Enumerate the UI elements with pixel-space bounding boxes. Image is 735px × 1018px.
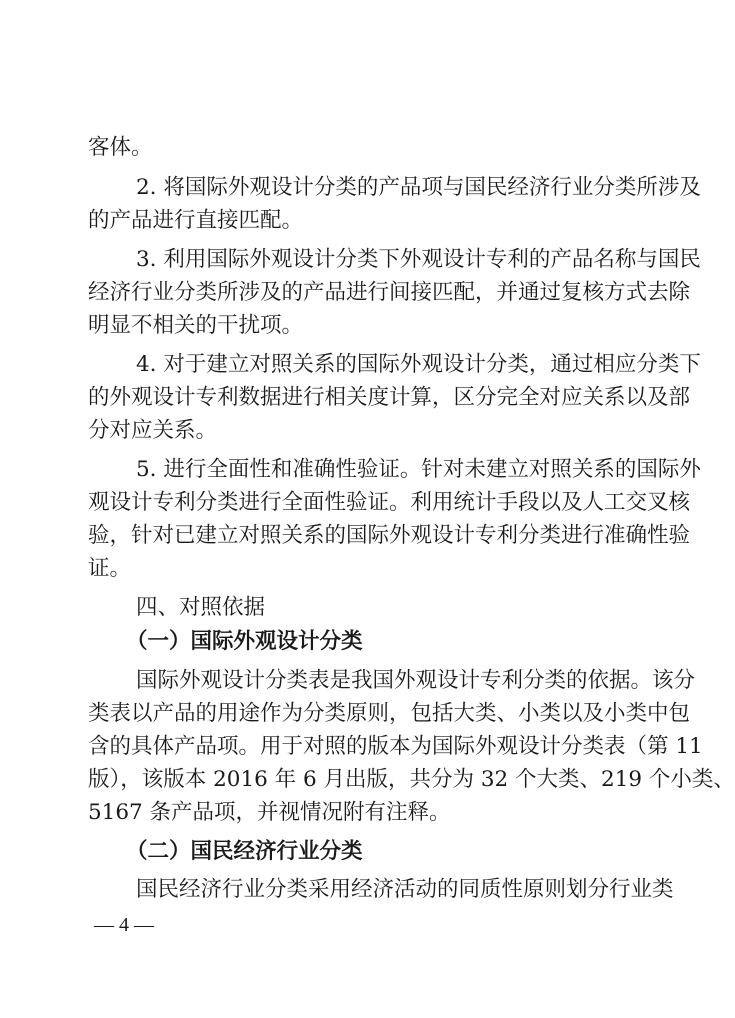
page-number: — 4 —: [94, 914, 154, 936]
section-heading: 四、对照依据: [136, 595, 266, 620]
text-line: 5. 进行全面性和准确性验证。针对未建立对照关系的国际外: [136, 457, 701, 482]
text-line: 明显不相关的干扰项。: [88, 313, 304, 338]
text-line: 国民经济行业分类采用经济活动的同质性原则划分行业类: [136, 877, 674, 902]
text-line: 证。: [88, 556, 132, 581]
text-line: 的外观设计专利数据进行相关度计算，区分完全对应关系以及部: [88, 385, 691, 410]
text-line: 5167 条产品项，并视情况附有注释。: [88, 800, 451, 825]
text-line: 验，针对已建立对照关系的国际外观设计专利分类进行准确性验: [88, 523, 691, 548]
subsection-heading: （二）国民经济行业分类: [126, 839, 363, 864]
text-line: 版），该版本 2016 年 6 月出版，共分为 32 个大类、219 个小类、: [88, 767, 735, 792]
text-line: 2. 将国际外观设计分类的产品项与国民经济行业分类所涉及: [136, 175, 701, 200]
text-line: 的产品进行直接匹配。: [88, 208, 304, 233]
text-line: 观设计专利分类进行全面性验证。利用统计手段以及人工交叉核: [88, 490, 691, 515]
text-line: 3. 利用国际外观设计分类下外观设计专利的产品名称与国民: [136, 247, 701, 272]
text-line: 类表以产品的用途作为分类原则，包括大类、小类以及小类中包: [88, 701, 691, 726]
text-line: 国际外观设计分类表是我国外观设计专利分类的依据。该分: [136, 668, 696, 693]
text-line: 客体。: [88, 135, 153, 160]
text-line: 4. 对于建立对照关系的国际外观设计分类，通过相应分类下: [136, 352, 701, 377]
text-line: 含的具体产品项。用于对照的版本为国际外观设计分类表（第 11: [88, 734, 703, 759]
text-line: 经济行业分类所涉及的产品进行间接匹配，并通过复核方式去除: [88, 280, 691, 305]
subsection-heading: （一）国际外观设计分类: [126, 629, 363, 654]
text-line: 分对应关系。: [88, 418, 218, 443]
